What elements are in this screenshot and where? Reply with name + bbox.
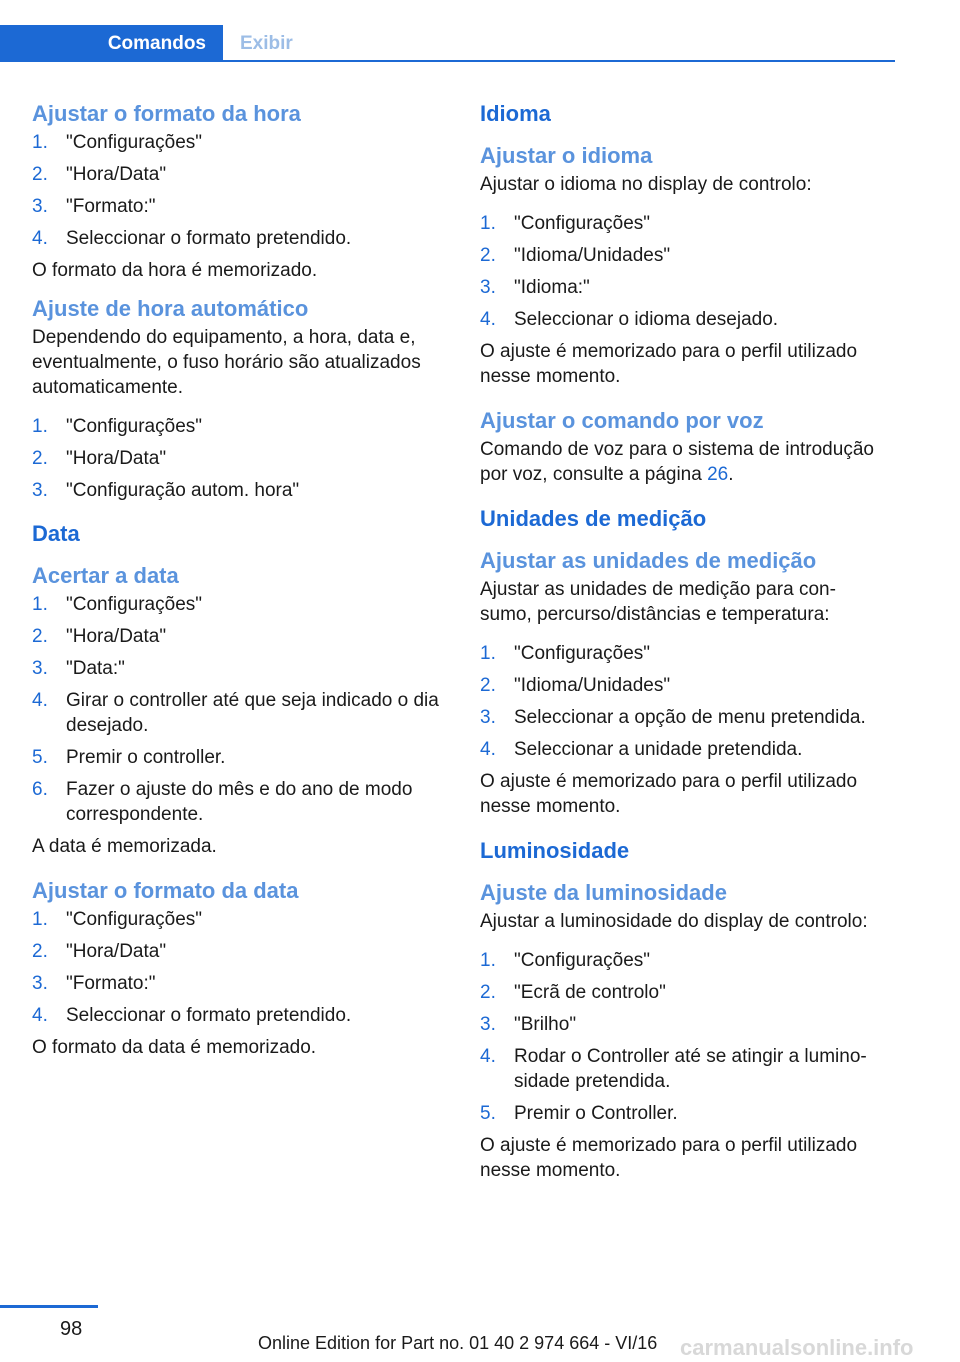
step-item	[480, 1044, 890, 1094]
step-number: 4.	[480, 739, 496, 760]
step-text: "Hora/Data"	[66, 626, 167, 647]
step-text: "Hora/Data"	[66, 164, 167, 185]
step-text: "Formato:"	[66, 196, 156, 217]
step-number: 1.	[32, 416, 48, 437]
section-title-ajustar-idioma: Ajustar o idioma	[480, 143, 653, 168]
note-formato-hora: O formato da hora é memorizado.	[32, 260, 318, 281]
note-luminosidade: O ajuste é memorizado para o perfil utilizado nesse momento.	[480, 1135, 858, 1181]
step-text: "Formato:"	[66, 973, 156, 994]
step-text: "Idioma/Unidades"	[514, 675, 671, 696]
text-luminosidade: Ajustar a luminosidade do display de controlo:	[480, 911, 868, 932]
section-title-acertar-data: Acertar a data	[32, 563, 179, 588]
text-comando-voz-body: Comando de voz para o sistema de introdução por voz, consulte a página	[480, 439, 874, 485]
step-text: "Configurações"	[514, 950, 651, 971]
text-unidades: Ajustar as unidades de medição para con‐ sumo, percurso/distâncias e temperatura:	[480, 579, 836, 625]
step-text: "Idioma/Unidades"	[514, 245, 671, 266]
page-number: 98	[60, 1318, 83, 1340]
step-number: 3.	[480, 707, 496, 728]
step-item	[480, 1012, 890, 1037]
step-item	[32, 162, 442, 187]
step-item	[480, 275, 890, 300]
note-formato-data: O formato da data é memorizado.	[32, 1037, 317, 1058]
step-number: 1.	[480, 213, 496, 234]
steps-unidades	[480, 641, 890, 762]
step-text: "Configurações"	[66, 909, 203, 930]
step-text: "Idioma:"	[514, 277, 590, 298]
step-text: "Configurações"	[66, 594, 203, 615]
step-number: 2.	[32, 626, 48, 647]
step-item	[480, 948, 890, 973]
left-column	[32, 100, 442, 1066]
step-item	[32, 446, 442, 471]
text-comando-voz-end: .	[728, 464, 734, 485]
step-item	[480, 211, 890, 236]
step-text: "Configurações"	[66, 416, 203, 437]
step-item	[32, 939, 442, 964]
step-number: 4.	[32, 228, 48, 249]
step-number: 2.	[480, 675, 496, 696]
heading-data: Data	[32, 521, 80, 546]
steps-ajustar-idioma	[480, 211, 890, 332]
step-number: 3.	[32, 196, 48, 217]
step-text: "Hora/Data"	[66, 448, 167, 469]
step-item	[32, 1003, 442, 1028]
section-title-hora-automatico: Ajuste de hora automático	[32, 296, 309, 321]
step-item	[32, 907, 442, 932]
step-text: Premir o controller.	[66, 747, 226, 768]
step-number: 3.	[32, 480, 48, 501]
section-title-unidades: Ajustar as unidades de medição	[480, 548, 817, 573]
step-text: Fazer o ajuste do mês e do ano de modo correspondente.	[66, 779, 413, 825]
step-text: Seleccionar o idioma desejado.	[514, 309, 779, 330]
step-number: 2.	[480, 245, 496, 266]
steps-acertar-data	[32, 592, 442, 827]
step-item	[480, 705, 890, 730]
note-ajustar-idioma: O ajuste é memorizado para o perfil utilizado nesse momento.	[480, 341, 858, 387]
step-text: Seleccionar a unidade pretendida.	[514, 739, 803, 760]
step-item	[32, 478, 442, 503]
right-column	[480, 100, 890, 1189]
heading-unidades: Unidades de medição	[480, 506, 707, 531]
step-number: 4.	[480, 309, 496, 330]
step-item	[32, 971, 442, 996]
step-number: 1.	[480, 950, 496, 971]
step-text: Seleccionar o formato pretendido.	[66, 1005, 352, 1026]
step-number: 4.	[32, 1005, 48, 1026]
step-number: 5.	[32, 747, 48, 768]
watermark: carmanualsonline.info	[680, 1335, 914, 1360]
heading-luminosidade: Luminosidade	[480, 838, 630, 863]
step-number: 6.	[32, 779, 48, 800]
text-ajustar-idioma: Ajustar o idioma no display de controlo:	[480, 174, 812, 195]
section-title-comando-voz: Ajustar o comando por voz	[480, 408, 764, 433]
step-item	[32, 592, 442, 617]
page-link-26[interactable]: 26	[707, 464, 729, 485]
step-number: 2.	[32, 164, 48, 185]
step-number: 1.	[32, 909, 48, 930]
step-number: 4.	[32, 690, 48, 711]
tab-exibir[interactable]: Exibir	[240, 32, 293, 54]
step-number: 2.	[32, 448, 48, 469]
text-hora-automatico: Dependendo do equipamento, a hora, data e, eventualmente, o fuso horário são atualizados automaticamente.	[32, 327, 421, 398]
step-text: "Configuração autom. hora"	[66, 480, 300, 501]
step-number: 2.	[480, 982, 496, 1003]
step-item	[32, 226, 442, 251]
step-item	[32, 656, 442, 681]
step-item	[480, 737, 890, 762]
header-divider	[0, 60, 895, 62]
step-item	[480, 1101, 890, 1126]
step-text: Seleccionar o formato pretendido.	[66, 228, 352, 249]
step-number: 3.	[480, 1014, 496, 1035]
heading-idioma: Idioma	[480, 101, 551, 126]
step-text: "Configurações"	[514, 643, 651, 664]
note-unidades: O ajuste é memorizado para o perfil utilizado nesse momento.	[480, 771, 858, 817]
step-number: 4.	[480, 1046, 496, 1067]
step-text: "Configurações"	[514, 213, 651, 234]
edition-text: Online Edition for Part no. 01 40 2 974 664 - VI/16	[258, 1333, 658, 1353]
step-item	[32, 688, 442, 738]
step-item	[480, 641, 890, 666]
step-item	[480, 243, 890, 268]
section-title-formato-hora: Ajustar o formato da hora	[32, 101, 301, 126]
step-number: 5.	[480, 1103, 496, 1124]
step-text: "Brilho"	[514, 1014, 577, 1035]
steps-luminosidade	[480, 948, 890, 1126]
note-acertar-data: A data é memorizada.	[32, 836, 217, 857]
steps-hora-automatico	[32, 414, 442, 503]
step-item	[32, 194, 442, 219]
steps-formato-data	[32, 907, 442, 1028]
steps-formato-hora	[32, 130, 442, 251]
step-item	[32, 130, 442, 155]
step-item	[32, 777, 442, 827]
step-number: 3.	[32, 658, 48, 679]
step-number: 3.	[480, 277, 496, 298]
step-number: 2.	[32, 941, 48, 962]
step-item	[480, 307, 890, 332]
step-text: Premir o Controller.	[514, 1103, 678, 1124]
step-number: 1.	[480, 643, 496, 664]
step-item	[32, 745, 442, 770]
step-item	[480, 673, 890, 698]
section-title-formato-data: Ajustar o formato da data	[32, 878, 299, 903]
step-text: "Configurações"	[66, 132, 203, 153]
step-number: 1.	[32, 132, 48, 153]
step-text: Girar o controller até que seja indicado o dia desejado.	[66, 690, 439, 736]
step-item	[480, 980, 890, 1005]
step-text: "Ecrã de controlo"	[514, 982, 666, 1003]
page-number-rule	[0, 1305, 98, 1308]
step-text: "Data:"	[66, 658, 125, 679]
step-text: Seleccionar a opção de menu pretendida.	[514, 707, 866, 728]
step-text: Rodar o Controller até se atingir a lumino‐ sidade pretendida.	[514, 1046, 867, 1092]
step-number: 1.	[32, 594, 48, 615]
step-item	[32, 624, 442, 649]
step-item	[32, 414, 442, 439]
step-number: 3.	[32, 973, 48, 994]
tab-comandos[interactable]: Comandos	[0, 25, 223, 62]
section-title-luminosidade: Ajuste da luminosidade	[480, 880, 727, 905]
step-text: "Hora/Data"	[66, 941, 167, 962]
text-comando-voz	[480, 437, 890, 487]
